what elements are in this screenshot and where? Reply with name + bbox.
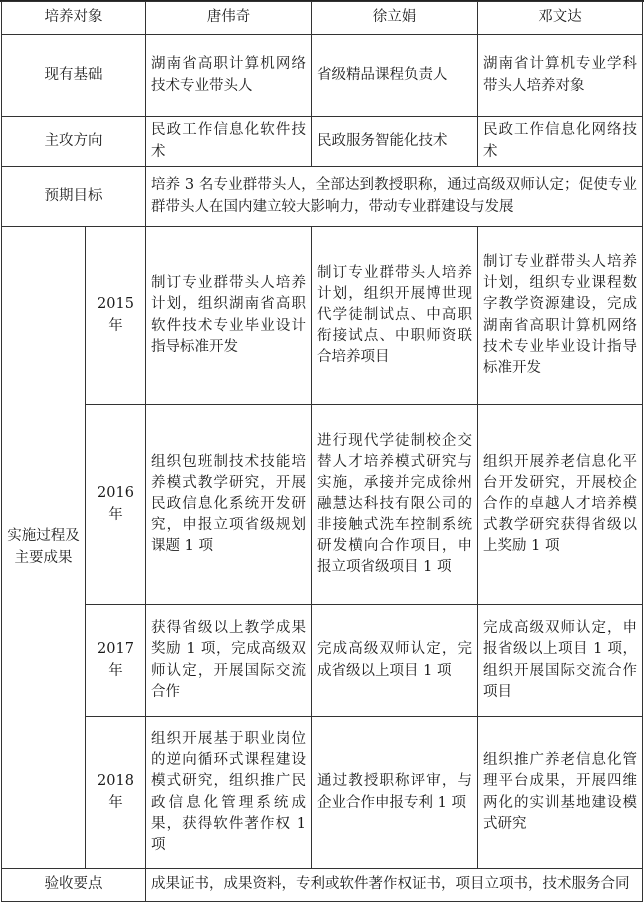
cell-2018-deng: 组织推广养老信息化管理平台成果，开展四维两化的实训基地建设模式研究 bbox=[478, 717, 643, 869]
header-cell-deng: 邓文达 bbox=[478, 2, 643, 35]
table-row-acceptance bbox=[2, 869, 643, 902]
table-row-goal bbox=[2, 167, 643, 227]
year-label-2016: 2016 年 bbox=[86, 405, 146, 605]
cell-basis-xu: 省级精品课程负责人 bbox=[312, 35, 478, 117]
cell-2016-deng: 组织开展养老信息化平台开发研究，开展校企合作的卓越人才培养模式教学研究获得省级以上奖励 1 项 bbox=[478, 405, 643, 605]
training-plan-table bbox=[1, 1, 643, 902]
year-label-2015: 2015 年 bbox=[86, 227, 146, 405]
cell-basis-tang: 湖南省高职计算机网络技术专业带头人 bbox=[146, 35, 312, 117]
table-row-2018 bbox=[2, 717, 643, 869]
cell-basis-deng: 湖南省计算机专业学科带头人培养对象 bbox=[478, 35, 643, 117]
row-label-acceptance: 验收要点 bbox=[2, 869, 146, 902]
cell-2015-xu: 制订专业群带头人培养计划，组织开展博世现代学徒制试点、中高职衔接试点、中职师资联合培养项目 bbox=[312, 227, 478, 405]
row-label-goal: 预期目标 bbox=[2, 167, 146, 227]
cell-2015-deng: 制订专业群带头人培养计划，组织专业课程数字教学资源建设，完成湖南省高职计算机网络技术专业毕业设计指导标准开发 bbox=[478, 227, 643, 405]
row-label-process: 实施过程及主要成果 bbox=[2, 227, 86, 869]
header-cell-xu: 徐立娟 bbox=[312, 2, 478, 35]
cell-2018-tang: 组织开展基于职业岗位的逆向循环式课程建设模式研究，组织推广民政信息化管理系统成果，获得软件著作权 1 项 bbox=[146, 717, 312, 869]
cell-2015-tang: 制订专业群带头人培养计划，组织湖南省高职软件技术专业毕业设计指导标准开发 bbox=[146, 227, 312, 405]
table-row-direction bbox=[2, 117, 643, 167]
header-cell-target: 培养对象 bbox=[2, 2, 146, 35]
year-label-2018: 2018 年 bbox=[86, 717, 146, 869]
cell-2017-tang: 获得省级以上教学成果奖励 1 项，完成高级双师认定，开展国际交流合作 bbox=[146, 605, 312, 717]
table-row-2017 bbox=[2, 605, 643, 717]
cell-2017-deng: 完成高级双师认定，申报省级以上项目 1 项，组织开展国际交流合作项目 bbox=[478, 605, 643, 717]
table-row-2016 bbox=[2, 405, 643, 605]
table-row-2015 bbox=[2, 227, 643, 405]
cell-goal-text: 培养 3 名专业群带头人，全部达到教授职称，通过高级双师认定；促使专业群带头人在国内建立较大影响力，带动专业群建设与发展 bbox=[146, 167, 643, 227]
row-label-direction: 主攻方向 bbox=[2, 117, 146, 167]
year-label-2017: 2017 年 bbox=[86, 605, 146, 717]
cell-2016-xu: 进行现代学徒制校企交替人才培养模式研究与实施，承接并完成徐州融慧达科技有限公司的非接触式洗车控制系统研发横向合作项目，申报立项省级项目 1 项 bbox=[312, 405, 478, 605]
row-label-basis: 现有基础 bbox=[2, 35, 146, 117]
cell-direction-deng: 民政工作信息化网络技术 bbox=[478, 117, 643, 167]
header-row bbox=[2, 2, 643, 35]
cell-acceptance-text: 成果证书，成果资料，专利或软件著作权证书，项目立项书，技术服务合同 bbox=[146, 869, 643, 902]
cell-2017-xu: 完成高级双师认定，完成省级以上项目 1 项 bbox=[312, 605, 478, 717]
table-row-basis bbox=[2, 35, 643, 117]
cell-direction-tang: 民政工作信息化软件技术 bbox=[146, 117, 312, 167]
cell-direction-xu: 民政服务智能化技术 bbox=[312, 117, 478, 167]
cell-2016-tang: 组织包班制技术技能培养模式教学研究，开展民政信息化系统开发研究，申报立项省级规划课题 1 项 bbox=[146, 405, 312, 605]
header-cell-tang: 唐伟奇 bbox=[146, 2, 312, 35]
cell-2018-xu: 通过教授职称评审，与企业合作申报专利 1 项 bbox=[312, 717, 478, 869]
